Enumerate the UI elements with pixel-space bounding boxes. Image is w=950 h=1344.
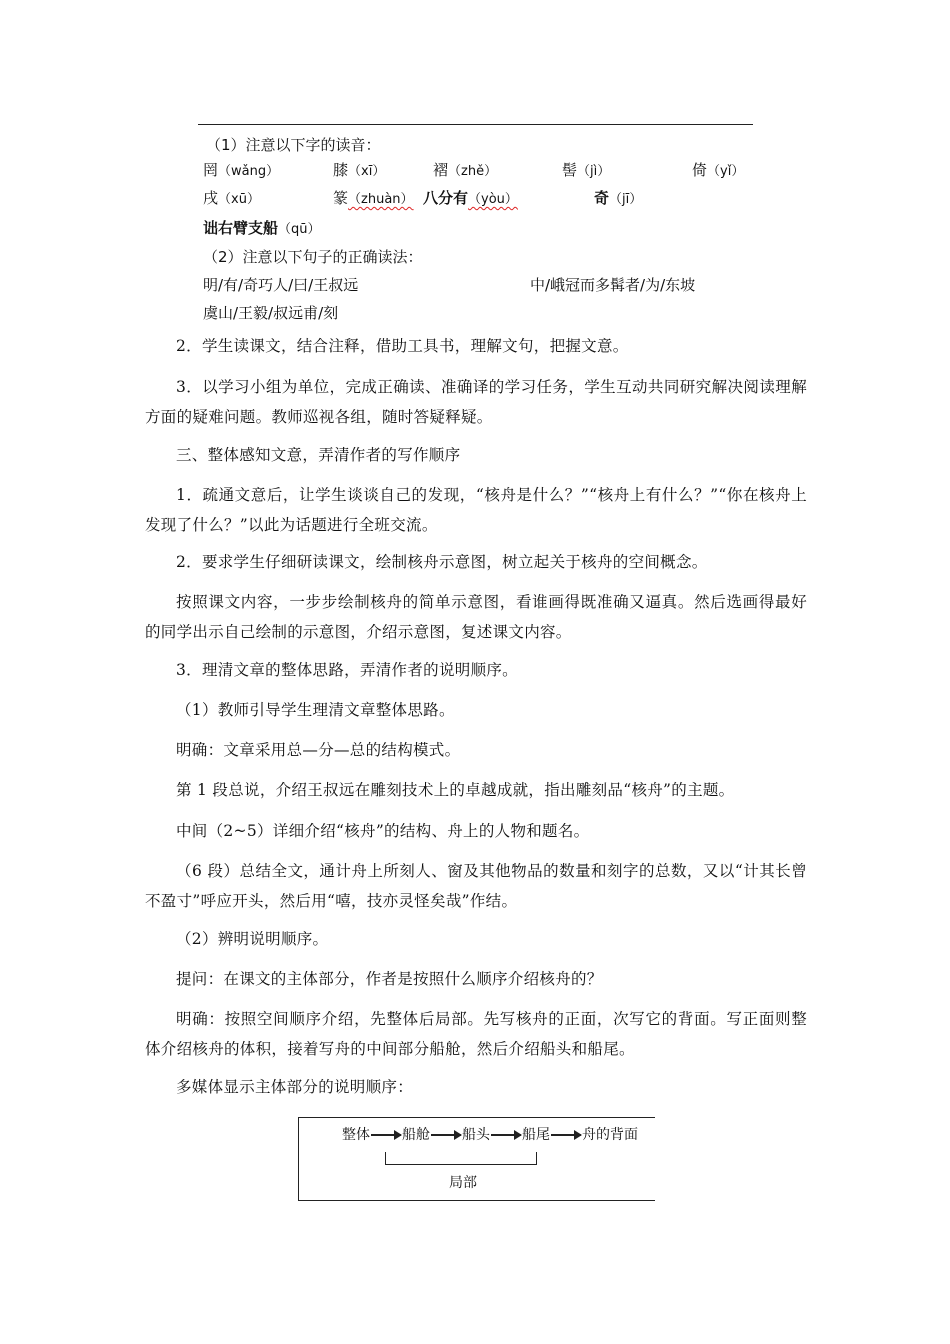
paragraph: （2）辨明说明顺序。 [176,930,329,948]
paragraph: 第 1 段总说，介绍王叔远在雕刻技术上的卓越成就，指出雕刻品“核舟”的主题。 [176,781,735,799]
paragraph: 3．理清文章的整体思路，弄清作者的说明顺序。 [176,661,518,679]
reading-heading: （2）注意以下句子的正确读法： [203,248,423,266]
diagram-step: 整体 [342,1127,370,1143]
diagram-bracket [385,1152,537,1165]
arrow-right-icon [371,1134,401,1136]
paragraph: 按照课文内容，一步步绘制核舟的简单示意图，看谁画得既准确又逼真。然后选画得最好的同学出示自己绘制的示意图，介绍示意图，复述课文内容。 [145,593,807,641]
paragraph: （6 段）总结全文，通计舟上所刻人、窗及其他物品的数量和刻字的总数，又以“计其长曾不盈寸”呼应开头，然后用“嘻，技亦灵怪矣哉”作结。 [145,862,807,910]
pronunciation-heading: （1）注意以下字的读音： [206,136,381,154]
paragraph: 明确：文章采用总—分—总的结构模式。 [176,741,461,759]
diagram-bracket-label: 局部 [449,1175,477,1191]
box-top-border [198,124,753,125]
pron-item: 髻（jì） [562,161,611,179]
arrow-right-icon [491,1134,521,1136]
paragraph: 3．以学习小组为单位，完成正确读、准确译的学习任务，学生互动共同研究解决阅读理解方面的疑难问题。教师巡视各组，随时答疑释疑。 [145,378,807,426]
pron-item: 篆（zhuàn） [333,189,414,207]
paragraph: （1）教师引导学生理清文章整体思路。 [176,701,455,719]
reading-line: 明/有/奇巧人/曰/王叔远 [203,276,359,294]
section-heading: 三、整体感知文意，弄清作者的写作顺序 [176,446,461,464]
diagram-step: 舟的背面 [582,1127,638,1143]
paragraph: 2．学生读课文，结合注释，借助工具书，理解文句，把握文意。 [176,337,629,355]
pron-item: 褶（zhě） [433,161,498,179]
pron-item: 戌（xū） [203,189,260,207]
pron-item: 罔（wǎng） [203,161,280,179]
paragraph: 1．疏通文意后，让学生谈谈自己的发现，“核舟是什么？”“核舟上有什么？”“你在核舟上发现了什么？”以此为话题进行全班交流。 [145,486,807,534]
diagram-flow [342,1126,638,1144]
order-diagram [298,1117,655,1201]
pron-item: 诎右臂支船（qū） [203,219,321,237]
paragraph: 2．要求学生仔细研读课文，绘制核舟示意图，树立起关于核舟的空间概念。 [176,553,708,571]
pron-item: 奇（jī） [594,189,643,207]
pron-item: 八分有（yòu） [423,189,518,207]
reading-line: 中/峨冠而多髯者/为/东坡 [530,276,696,294]
diagram-step: 船舱 [402,1127,430,1143]
pron-item: 膝（xī） [333,161,386,179]
paragraph: 明确：按照空间顺序介绍，先整体后局部。先写核舟的正面，次写它的背面。写正面则整体介绍核舟的体积，接着写舟的中间部分船舱，然后介绍船头和船尾。 [145,1010,807,1058]
diagram-step: 船头 [462,1127,490,1143]
pron-item: 倚（yǐ） [692,161,745,179]
reading-line: 虞山/王毅/叔远甫/刻 [203,304,339,322]
diagram-step: 船尾 [522,1127,550,1143]
arrow-right-icon [431,1134,461,1136]
paragraph: 提问：在课文的主体部分，作者是按照什么顺序介绍核舟的？ [176,970,603,988]
paragraph: 多媒体显示主体部分的说明顺序： [176,1078,414,1096]
paragraph: 中间（2~5）详细介绍“核舟”的结构、舟上的人物和题名。 [176,822,590,840]
arrow-right-icon [551,1134,581,1136]
